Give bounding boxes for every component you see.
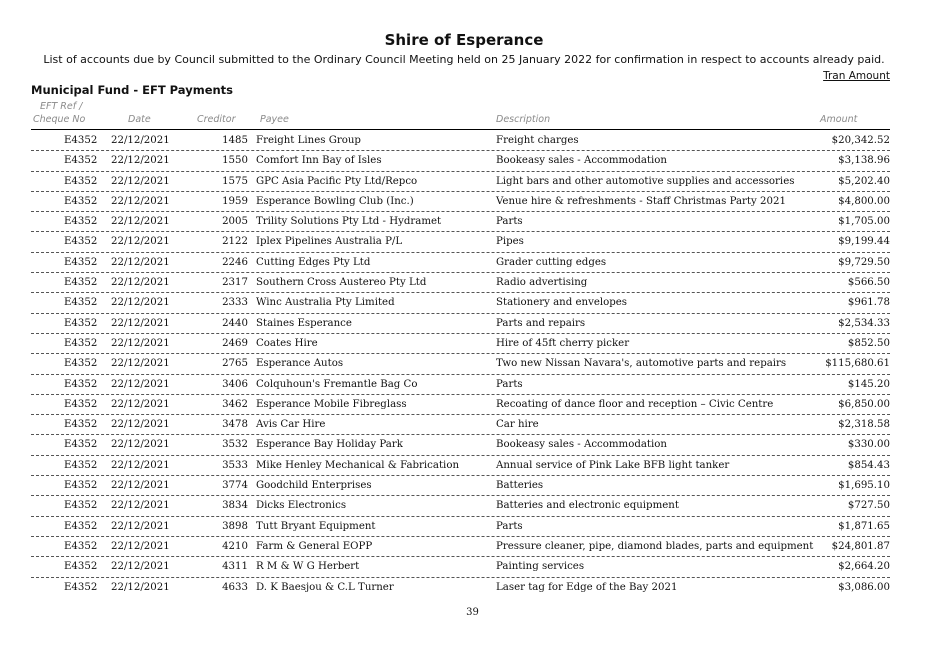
cell-description: Bookeasy sales - Accommodation [496,155,667,167]
cell-date: 22/12/2021 [111,216,170,228]
cell-creditor: 2246 [222,256,248,268]
cell-amount: $1,695.10 [838,480,890,492]
document-subtitle: List of accounts due by Council submitted to the Ordinary Council Meeting held on 25 January 2022 for confirmation in respect to accounts already paid. [43,53,885,66]
cell-payee: Comfort Inn Bay of Isles [256,155,382,167]
page-number: 39 [466,607,479,618]
cell-description: Hire of 45ft cherry picker [496,337,630,349]
cell-description: Radio advertising [496,277,588,289]
cell-amount: $6,850.00 [838,398,890,410]
cell-amount: $145.20 [847,378,890,390]
cell-description: Grader cutting edges [496,256,607,268]
cell-date: 22/12/2021 [111,297,170,309]
cell-creditor: 2333 [222,297,248,309]
cell-amount: $727.50 [847,500,890,512]
cell-ref: E4352 [64,337,98,349]
cell-description: Freight charges [496,135,579,146]
cell-ref: E4352 [64,459,98,471]
cell-amount: $3,086.00 [838,581,890,593]
cell-ref: E4352 [64,540,98,552]
table-row [31,517,890,537]
cell-amount: $1,705.00 [838,216,890,228]
table-row [31,456,890,476]
cell-ref: E4352 [64,317,98,329]
cell-description: Two new Nissan Navara's, automotive parts and repairs [496,358,787,370]
cell-ref: E4352 [64,216,98,228]
cell-creditor: 1575 [222,175,248,187]
cell-description: Bookeasy sales - Accommodation [496,439,667,451]
table-row [31,557,890,577]
cell-date: 22/12/2021 [111,581,170,593]
cell-date: 22/12/2021 [111,378,170,390]
cell-description: Parts and repairs [496,317,586,329]
cell-amount: $24,801.87 [831,540,890,552]
cell-creditor: 1550 [222,155,248,167]
column-header-ref-line2: Cheque No [33,114,86,125]
table-row [31,172,890,192]
cell-amount: $330.00 [847,439,890,451]
cell-date: 22/12/2021 [111,155,170,167]
table-row [31,375,890,395]
tran-amount-label: Tran Amount [823,70,890,82]
cell-description: Stationery and envelopes [496,297,628,309]
column-header-date: Date [128,114,151,125]
table-row [31,578,890,597]
table-row [31,253,890,273]
cell-payee: Tutt Bryant Equipment [256,520,376,532]
cell-date: 22/12/2021 [111,337,170,349]
cell-date: 22/12/2021 [111,256,170,268]
cell-ref: E4352 [64,561,98,573]
cell-ref: E4352 [64,358,98,370]
cell-payee: Goodchild Enterprises [256,480,372,492]
cell-creditor: 2317 [222,277,248,289]
table-row [31,415,890,435]
cell-date: 22/12/2021 [111,540,170,552]
cell-ref: E4352 [64,195,98,207]
cell-date: 22/12/2021 [111,459,170,471]
cell-payee: Coates Hire [256,337,318,349]
cell-payee: Trility Solutions Pty Ltd - Hydramet [256,216,442,228]
cell-payee: R M & W G Herbert [256,561,360,573]
table-row [31,354,890,374]
table-row [31,476,890,496]
cell-amount: $4,800.00 [838,195,890,207]
cell-description: Parts [496,378,523,390]
cell-description: Parts [496,216,523,228]
cell-creditor: 2469 [222,337,248,349]
cell-date: 22/12/2021 [111,317,170,329]
header-rule [31,129,890,130]
cell-payee: Iplex Pipelines Australia P/L [256,236,403,248]
table-row [31,212,890,232]
cell-creditor: 2765 [222,358,248,370]
cell-amount: $2,534.33 [838,317,890,329]
cell-date: 22/12/2021 [111,480,170,492]
cell-date: 22/12/2021 [111,236,170,248]
table-row [31,151,890,171]
cell-amount: $852.50 [847,337,890,349]
cell-creditor: 4210 [222,540,248,552]
cell-payee: Colquhoun's Fremantle Bag Co [256,378,418,390]
cell-creditor: 3406 [222,378,248,390]
cell-date: 22/12/2021 [111,195,170,207]
table-row [31,435,890,455]
cell-description: Batteries [496,480,544,492]
cell-description: Batteries and electronic equipment [496,500,679,512]
cell-ref: E4352 [64,135,98,146]
cell-date: 22/12/2021 [111,398,170,410]
cell-payee: Esperance Bowling Club (Inc.) [256,195,414,207]
cell-amount: $854.43 [847,459,890,471]
cell-description: Recoating of dance floor and reception – Civic Centre [496,398,774,410]
cell-ref: E4352 [64,581,98,593]
document-title: Shire of Esperance [384,31,544,49]
table-row [31,334,890,354]
cell-ref: E4352 [64,277,98,289]
cell-creditor: 1485 [222,135,248,146]
cell-amount: $9,199.44 [838,236,890,248]
cell-ref: E4352 [64,297,98,309]
table-row [31,273,890,293]
cell-date: 22/12/2021 [111,500,170,512]
cell-amount: $566.50 [847,277,890,289]
cell-date: 22/12/2021 [111,358,170,370]
cell-description: Pipes [496,236,524,248]
cell-description: Painting services [496,561,585,573]
cell-date: 22/12/2021 [111,561,170,573]
cell-ref: E4352 [64,175,98,187]
table-row [31,395,890,415]
cell-amount: $3,138.96 [838,155,890,167]
cell-payee: Esperance Bay Holiday Park [256,439,403,451]
cell-payee: D. K Baesjou & C.L Turner [256,581,394,593]
cell-amount: $961.78 [847,297,890,309]
cell-ref: E4352 [64,378,98,390]
cell-creditor: 4633 [222,581,248,593]
cell-date: 22/12/2021 [111,135,170,146]
cell-creditor: 1959 [222,195,248,207]
cell-amount: $9,729.50 [838,256,890,268]
cell-payee: Avis Car Hire [256,419,326,431]
cell-payee: Freight Lines Group [256,135,361,146]
cell-description: Light bars and other automotive supplies and accessories [496,175,795,187]
cell-ref: E4352 [64,520,98,532]
table-row [31,131,890,151]
table-row [31,232,890,252]
cell-ref: E4352 [64,419,98,431]
table-row [31,314,890,334]
cell-ref: E4352 [64,500,98,512]
column-header-amount: Amount [820,114,858,125]
cell-description: Venue hire & refreshments - Staff Christmas Party 2021 [496,195,786,207]
cell-payee: Esperance Mobile Fibreglass [256,398,407,410]
cell-amount: $20,342.52 [831,135,890,146]
table-row [31,496,890,516]
cell-amount: $2,318.58 [838,419,890,431]
column-header-creditor: Creditor [197,114,236,125]
cell-ref: E4352 [64,256,98,268]
cell-ref: E4352 [64,398,98,410]
cell-ref: E4352 [64,236,98,248]
cell-description: Pressure cleaner, pipe, diamond blades, parts and equipment [496,540,814,552]
payments-table [31,131,890,597]
cell-creditor: 2440 [222,317,248,329]
cell-creditor: 3478 [222,419,248,431]
cell-description: Laser tag for Edge of the Bay 2021 [496,581,678,593]
cell-description: Parts [496,520,523,532]
cell-date: 22/12/2021 [111,520,170,532]
cell-payee: Staines Esperance [256,317,352,329]
column-header-description: Description [496,114,551,125]
cell-payee: Cutting Edges Pty Ltd [256,256,371,268]
table-row [31,537,890,557]
cell-description: Annual service of Pink Lake BFB light tanker [496,459,730,471]
cell-creditor: 2005 [222,216,248,228]
cell-payee: Southern Cross Austereo Pty Ltd [256,277,427,289]
cell-date: 22/12/2021 [111,175,170,187]
cell-date: 22/12/2021 [111,277,170,289]
cell-payee: Winc Australia Pty Limited [256,297,395,309]
cell-date: 22/12/2021 [111,439,170,451]
cell-amount: $2,664.20 [838,561,890,573]
cell-creditor: 4311 [222,561,248,573]
cell-amount: $5,202.40 [838,175,890,187]
cell-ref: E4352 [64,155,98,167]
cell-creditor: 2122 [222,236,248,248]
column-header-payee: Payee [260,114,289,125]
cell-payee: Esperance Autos [256,358,344,370]
cell-amount: $115,680.61 [825,358,890,370]
cell-ref: E4352 [64,480,98,492]
cell-payee: Mike Henley Mechanical & Fabrication [256,459,460,471]
cell-payee: GPC Asia Pacific Pty Ltd/Repco [256,175,418,187]
cell-creditor: 3834 [222,500,248,512]
column-header-ref-line1: EFT Ref / [40,101,83,112]
table-row [31,192,890,212]
section-title: Municipal Fund - EFT Payments [31,83,234,97]
cell-payee: Farm & General EOPP [256,540,373,552]
cell-date: 22/12/2021 [111,419,170,431]
cell-creditor: 3532 [222,439,248,451]
table-row [31,293,890,313]
cell-creditor: 3774 [222,480,248,492]
cell-payee: Dicks Electronics [256,500,347,512]
cell-amount: $1,871.65 [838,520,890,532]
cell-creditor: 3533 [222,459,248,471]
cell-creditor: 3898 [222,520,248,532]
cell-creditor: 3462 [222,398,248,410]
cell-ref: E4352 [64,439,98,451]
cell-description: Car hire [496,419,539,431]
